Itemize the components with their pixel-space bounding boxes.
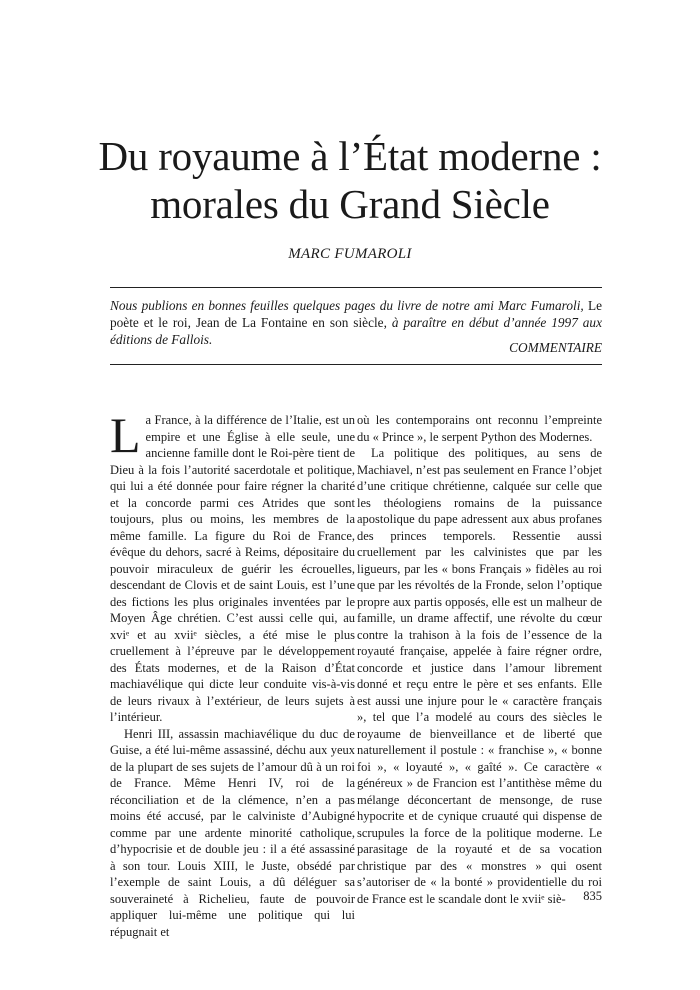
- section-tag: COMMENTAIRE: [509, 340, 602, 355]
- paragraph-text: a France, à la différence de l’Italie, est un empire et une Église à elle seule, une ancienne famille dont le Roi-père tient de Dieu à la fois l’autorité sacerdotale et politique, qui lui a été donnée pour faire régner la charité et la concorde parmi ces Atrides que sont toujours, plus ou moins, les membres de la même famille. La figure du Roi de France, évêque du dehors, sacré à Reims, dépositaire du pouvoir miraculeux de guérir les écrouelles, descendant de Clovis et de saint Louis, est l’une des fictions les plus originales inventées par le Moyen Âge chrétien. C’est aussi celle qui, au xviᵉ et au xviiᵉ siècles, a été mise le plus cruellement à l’épreuve par le développement des États modernes, et de la Raison d’État machiavélique qui dicte leur conduite vis-à-vis de leurs rivaux à l’extérieur, de leurs sujets à l’intérieur.: [110, 413, 355, 724]
- drop-cap: L: [110, 407, 141, 463]
- title-line-1: Du royaume à l’État moderne :: [98, 133, 602, 179]
- intro-text-2: à paraître en début d’année 1997 aux éditions de Fallois.: [110, 315, 602, 347]
- title-line-2: morales du Grand Siècle: [150, 181, 550, 227]
- body-column-left: [110, 407, 355, 940]
- paragraph: Henri III, assassin machiavélique du duc de Guise, a été lui-même assassiné, déchu aux yeux de la plupart de ses sujets de l’amour dû à un roi de France. Même Henri IV, roi de la réconciliation et de la clémence, n’en a pas moins été accusé, par le calviniste d’Aubigné comme par une ardente minorité catholique, d’hypocrisie et de double jeu : il a été assassiné à son tour. Louis XIII, le Juste, obsédé par l’exemple de saint Louis, a dû déléguer sa souveraineté à Richelieu, faute de pouvoir appliquer lui-même une politique qui lui répugnait et: [110, 726, 355, 939]
- paragraph: où les contemporains ont reconnu l’empreinte du « Prince », le serpent Python des Modernes.: [357, 413, 602, 444]
- body-column-right: [357, 412, 602, 907]
- intro-book-title: Le poète et le roi, Jean de La Fontaine en son siècle,: [110, 298, 602, 330]
- author-name: MARC FUMAROLI: [288, 246, 412, 262]
- paragraph: La politique des politiques, au sens de Machiavel, n’est pas seulement en France l’objet d’une critique chrétienne, calquée sur celle que les théologiens romains de la puissance apostolique du pape adressent aux abus profanes des princes temporels. Ressentie aussi cruellement par les calvinistes que par les ligueurs, par les « bons Français » fidèles au roi que par les révoltés de la Fronde, selon l’optique propre aux partis opposés, elle est un malheur de famille, un drame affectif, une révolte du cœur contre la trahison à la fois de l’essence de la royauté française, appelée à faire régner ordre, concorde et justice dans l’amour librement donné et reçu entre le père et ses enfants. Elle est aussi une injure pour le « caractère français », tel que l’a modelé au cours des siècles le royaume de bienveillance et de liberté que naturellement il postule : « franchise », « bonne foi », « loyauté », « gaîté ». Ce caractère « généreux » de Francion est l’antithèse même du mélange déconcertant de mensonge, de ruse hypocrite et de cynique cruauté qui dispense de scrupules la force de la politique moderne. Le parasitage de la royauté et de sa vocation christique par des « monstres » qui osent s’autoriser de « la bonté » providentielle du roi de France est le scandale dont le xviiᵉ siè-: [357, 446, 602, 906]
- bottom-divider: [110, 364, 602, 365]
- top-divider: [110, 287, 602, 288]
- intro-text-1: Nous publions en bonnes feuilles quelques pages du livre de notre ami Marc Fumaroli,: [110, 298, 588, 313]
- page-number: 835: [583, 889, 602, 903]
- article-title: [0, 132, 700, 228]
- paragraph: [110, 407, 355, 726]
